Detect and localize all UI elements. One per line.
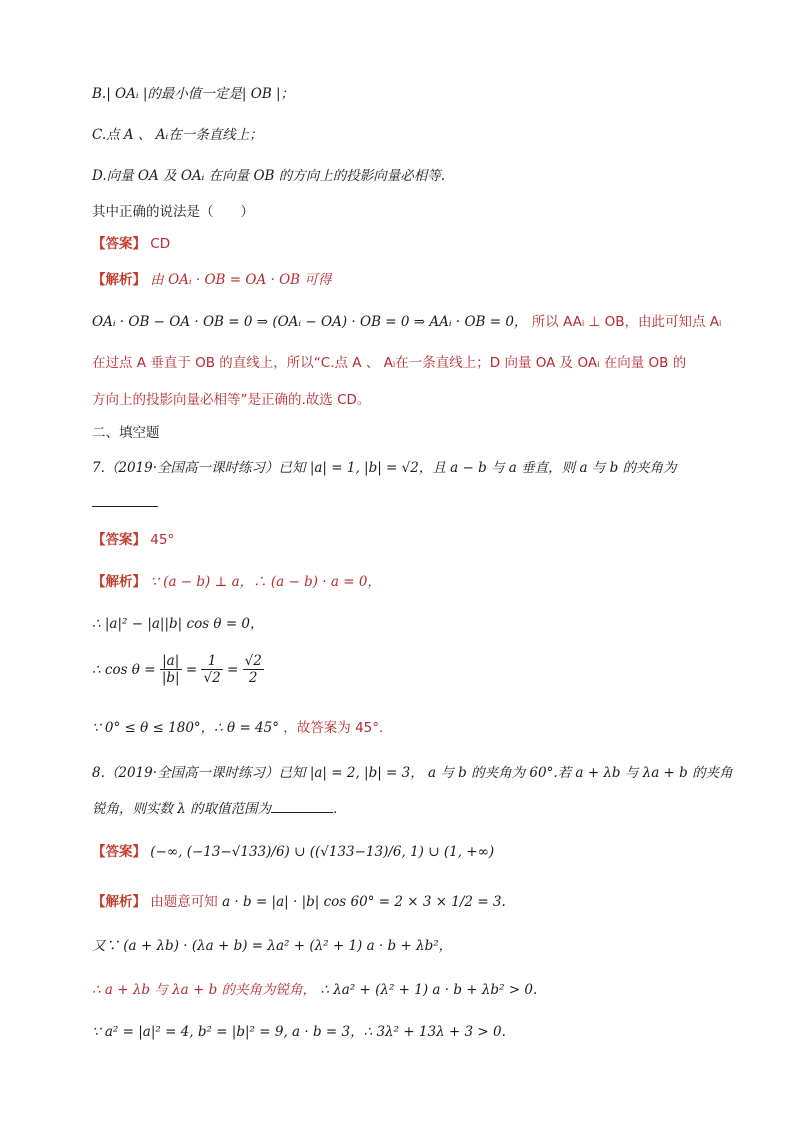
explanation-7-line-2: ∴ |a|² − |a||b| cos θ = 0， bbox=[92, 616, 264, 632]
answer-label: 【答案】 bbox=[92, 532, 146, 548]
fraction: $\frac{1}{√2}$ bbox=[203, 653, 221, 686]
explanation-8-line-3: ∴ a + λb 与 λa + b 的夹角为锐角， ∴ λa² + (λ² + 1) a · b + λb² > 0. bbox=[92, 982, 538, 998]
answer-label: 【答案】 bbox=[92, 844, 146, 860]
fraction: $\frac{|a|}{|b|}$ bbox=[161, 653, 180, 686]
answer-value: (−∞, (−13−√133)/6) ∪ ((√133−13)/6, 1) ∪ (1, +∞) bbox=[150, 844, 495, 860]
explanation-8-line-1: 【解析】 由题意可知 a · b = |a| · |b| cos 60° = 2 × 3 × 1/2 = 3. bbox=[92, 894, 506, 910]
answer-6 bbox=[92, 234, 170, 254]
question-prompt: 其中正确的说法是（ ） bbox=[92, 204, 254, 220]
explanation-label: 【解析】 bbox=[92, 894, 146, 910]
question-7-blank bbox=[92, 492, 158, 513]
explanation-label: 【解析】 bbox=[92, 574, 146, 590]
explanation-6-line-3: 在过点 A 垂直于 OB 的直线上，所以“C.点 A 、 Aᵢ在一条直线上；D 向量 OA 及 OAᵢ 在向量 OB 的 bbox=[92, 355, 687, 371]
explanation-6-line-2: OAᵢ · OB − OA · OB = 0 ⇒ (OAᵢ − OA) · OB = 0 ⇒ AAᵢ · OB = 0， 所以 AAᵢ ⊥ OB，由此可知点 Aᵢ bbox=[92, 314, 722, 330]
option-b: B.| OAᵢ |的最小值一定是| OB |； bbox=[92, 86, 295, 102]
answer-7 bbox=[92, 530, 174, 550]
explanation-6-line-1: 【解析】 由 OAᵢ · OB = OA · OB 可得 bbox=[92, 272, 332, 288]
answer-value: CD bbox=[150, 236, 171, 252]
explanation-label: 【解析】 bbox=[92, 272, 146, 288]
option-c: C.点 A 、 Aᵢ在一条直线上； bbox=[92, 127, 263, 143]
explanation-8-line-4: ∵ a² = |a|² = 4, b² = |b|² = 9, a · b = 3，∴ 3λ² + 13λ + 3 > 0. bbox=[92, 1024, 506, 1040]
section-heading: 二、填空题 bbox=[92, 425, 160, 441]
answer-8 bbox=[92, 842, 494, 862]
explanation-7-line-3: ∴ cos θ = $\frac{|a|}{|b|}$ = $\frac{1}{√2}$ = $\frac{√2}{2}$ bbox=[92, 653, 262, 686]
option-d: D.向量 OA 及 OAᵢ 在向量 OB 的方向上的投影向量必相等. bbox=[92, 168, 446, 184]
question-7: 7.（2019·全国高一课时练习）已知 |a| = 1, |b| = √2，且 a − b 与 a 垂直，则 a 与 b 的夹角为 bbox=[92, 460, 677, 476]
answer-blank bbox=[92, 492, 158, 507]
explanation-8-line-2: 又∵ (a + λb) · (λa + b) = λa² + (λ² + 1) a · b + λb²， bbox=[92, 938, 453, 954]
answer-blank bbox=[271, 798, 333, 813]
explanation-7-line-4: ∵ 0° ≤ θ ≤ 180°，∴ θ = 45° ，故答案为 45°. bbox=[92, 720, 384, 736]
answer-value: 45° bbox=[150, 532, 175, 548]
question-8-line-2: 锐角，则实数 λ 的取值范围为 . bbox=[92, 798, 337, 819]
question-8-line-1: 8.（2019·全国高一课时练习）已知 |a| = 2, |b| = 3， a 与 b 的夹角为 60°.若 a + λb 与 λa + b 的夹角 bbox=[92, 765, 733, 781]
explanation-6-line-4: 方向上的投影向量必相等”是正确的.故选 CD。 bbox=[92, 392, 371, 408]
answer-label: 【答案】 bbox=[92, 236, 146, 252]
explanation-7-line-1: 【解析】 ∵ (a − b) ⊥ a，∴ (a − b) · a = 0， bbox=[92, 574, 381, 590]
fraction: $\frac{√2}{2}$ bbox=[244, 653, 262, 686]
